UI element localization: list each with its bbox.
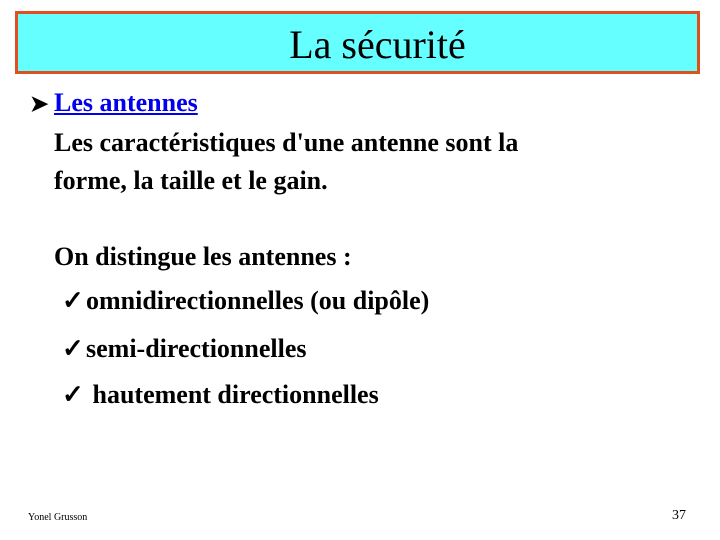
- list-item: [62, 284, 429, 318]
- list-item-label: hautement directionnelles: [86, 380, 379, 409]
- list-item-label: semi-directionnelles: [86, 334, 307, 363]
- intro-text: On distingue les antennes :: [54, 242, 352, 271]
- paragraph-line-1: Les caractéristiques d'une antenne sont la: [54, 128, 519, 157]
- heading-link[interactable]: Les antennes: [54, 88, 198, 117]
- title-box: [15, 11, 700, 74]
- page-number: 37: [672, 508, 686, 523]
- checkmark-icon: ✓: [62, 380, 84, 409]
- list-item: [62, 378, 379, 412]
- bullet-heading-row: [30, 86, 198, 121]
- list-item: [62, 332, 306, 366]
- slide-title: La sécurité: [289, 22, 466, 67]
- arrow-bullet-icon: ➤: [30, 91, 49, 116]
- footer-author: Yonel Grusson: [28, 512, 88, 523]
- checkmark-icon: ✓: [62, 286, 84, 315]
- paragraph-line-2: forme, la taille et le gain.: [54, 166, 328, 195]
- checkmark-icon: ✓: [62, 334, 84, 363]
- list-item-label: omnidirectionnelles (ou dipôle): [86, 286, 430, 315]
